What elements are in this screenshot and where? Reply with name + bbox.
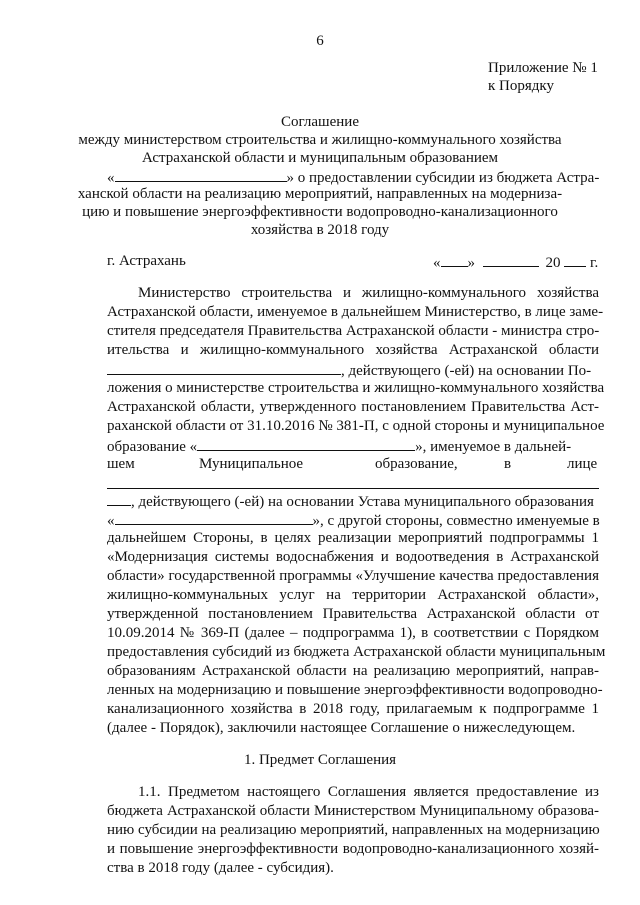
- word-litse: лице: [567, 456, 598, 472]
- preamble-line-23: канализационного хозяйства в 2018 году, прилагаемым к подпрограмме 1: [107, 701, 599, 717]
- quote-open: «: [107, 170, 115, 186]
- preamble-line-2: Астраханской области, именуемое в дальнейшем Министерство, в лице заме-: [107, 304, 604, 320]
- preamble-line-15: «Модернизация системы водоснабжения и водоотведения в Астраханской: [107, 549, 599, 565]
- date-line: [433, 252, 598, 272]
- preamble-line-13: [107, 510, 599, 530]
- title-line-4-text: » о предоставлении субсидии из бюджета Астра-: [286, 170, 600, 186]
- preamble-line-9-text-b: », именуемое в дальней-: [415, 439, 572, 455]
- blank-head-name-end: [107, 491, 131, 506]
- preamble-line-20: предоставления субсидий из бюджета Астраханской области муниципальным: [107, 644, 606, 660]
- preamble-line-9: [107, 436, 599, 456]
- date-quote-open: «: [433, 255, 441, 271]
- preamble-line-24: (далее - Порядок), заключили настоящее Соглашение о нижеследующем.: [107, 720, 576, 736]
- appendix-line-2: к Порядку: [488, 78, 554, 94]
- preamble-line-9-text-a: образование «: [107, 439, 198, 455]
- appendix-line-1: Приложение № 1: [488, 60, 598, 76]
- preamble-line-13-text: », с другой стороны, совместно именуемые в: [312, 513, 600, 529]
- preamble-line-4: ительства и жилищно-коммунального хозяйства Астраханской области: [107, 342, 599, 358]
- title-line-2: между министерством строительства и жилищно-коммунального хозяйства: [78, 132, 562, 148]
- section-1-heading: 1. Предмет Соглашения: [243, 752, 397, 768]
- word-v: в: [504, 456, 512, 472]
- preamble-line-19: 10.09.2014 № 369-П (далее – подпрограмма 1), в соответствии с Порядком: [107, 625, 599, 641]
- blank-municipality-3: [115, 510, 313, 525]
- preamble-line-12: [107, 491, 599, 511]
- preamble-line-21: образованиям Астраханской области на реализацию мероприятий, направ-: [107, 663, 599, 679]
- word-shem: шем: [107, 456, 135, 472]
- section-1-line-3: нию субсидии на реализацию мероприятий, направленных на модернизацию: [107, 822, 600, 838]
- title-line-5: ханской области на реализацию мероприятий, направленных на модерниза-: [77, 186, 563, 202]
- date-year-prefix: 20: [545, 255, 561, 271]
- preamble-line-8: раханской области от 31.10.2016 № 381-П, с одной стороны и муниципальное: [107, 418, 605, 434]
- section-1-line-1: 1.1. Предметом настоящего Соглашения является предоставление из: [138, 784, 599, 800]
- preamble-line-7: Астраханской области, утвержденного постановлением Правительства Аст-: [107, 399, 599, 415]
- preamble-line-3: стителя председателя Правительства Астраханской области - министра стро-: [107, 323, 600, 339]
- section-1-line-5: ства в 2018 году (далее - субсидия).: [107, 860, 334, 876]
- page-number: 6: [316, 33, 324, 49]
- preamble-line-5: [107, 360, 599, 380]
- preamble-line-18: утвержденной постановлением Правительства Астраханской области от: [107, 606, 599, 622]
- blank-municipality: [115, 167, 287, 182]
- preamble-line-1: Министерство строительства и жилищно-коммунального хозяйства: [138, 285, 599, 301]
- quote-open-2: «: [107, 513, 115, 529]
- blank-month: [483, 252, 539, 267]
- section-1-line-4: и повышение энергоэффективности водопроводно-канализационного хозяй-: [107, 841, 599, 857]
- title-line-1: Соглашение: [281, 114, 359, 130]
- place: г. Астрахань: [107, 253, 186, 269]
- blank-year: [564, 252, 586, 267]
- blank-deputy-name: [107, 360, 341, 375]
- title-line-7: хозяйства в 2018 году: [250, 222, 390, 238]
- blank-head-name: [107, 474, 599, 489]
- blank-day: [441, 252, 468, 267]
- word-municipal: Муниципальное: [199, 456, 304, 472]
- preamble-line-5-text: , действующего (-ей) на основании По-: [341, 363, 592, 379]
- preamble-line-6: ложения о министерстве строительства и жилищно-коммунального хозяйства: [107, 380, 605, 396]
- preamble-line-14: дальнейшем Стороны, в целях реализации мероприятий подпрограммы 1: [107, 530, 599, 546]
- title-line-6: цию и повышение энергоэффективности водопроводно-канализационного: [82, 204, 558, 220]
- preamble-line-22: ленных на модернизацию и повышение энергоэффективности водопроводно-: [107, 682, 603, 698]
- title-line-4: [107, 167, 599, 187]
- blank-municipality-2: [197, 436, 415, 451]
- date-year-suffix: г.: [590, 255, 599, 271]
- section-1-line-2: бюджета Астраханской области Министерством Муниципальному образова-: [107, 803, 599, 819]
- word-formation: образование,: [375, 456, 458, 472]
- preamble-line-16: области» государственной программы «Улучшение качества предоставления: [107, 568, 599, 584]
- date-quote-close: »: [467, 255, 475, 271]
- title-line-3: Астраханской области и муниципальным образованием: [141, 150, 499, 166]
- preamble-line-12-text: , действующего (-ей) на основании Устава муниципального образования: [131, 494, 594, 510]
- preamble-line-17: жилищно-коммунальных услуг на территории Астраханской области»,: [107, 587, 599, 603]
